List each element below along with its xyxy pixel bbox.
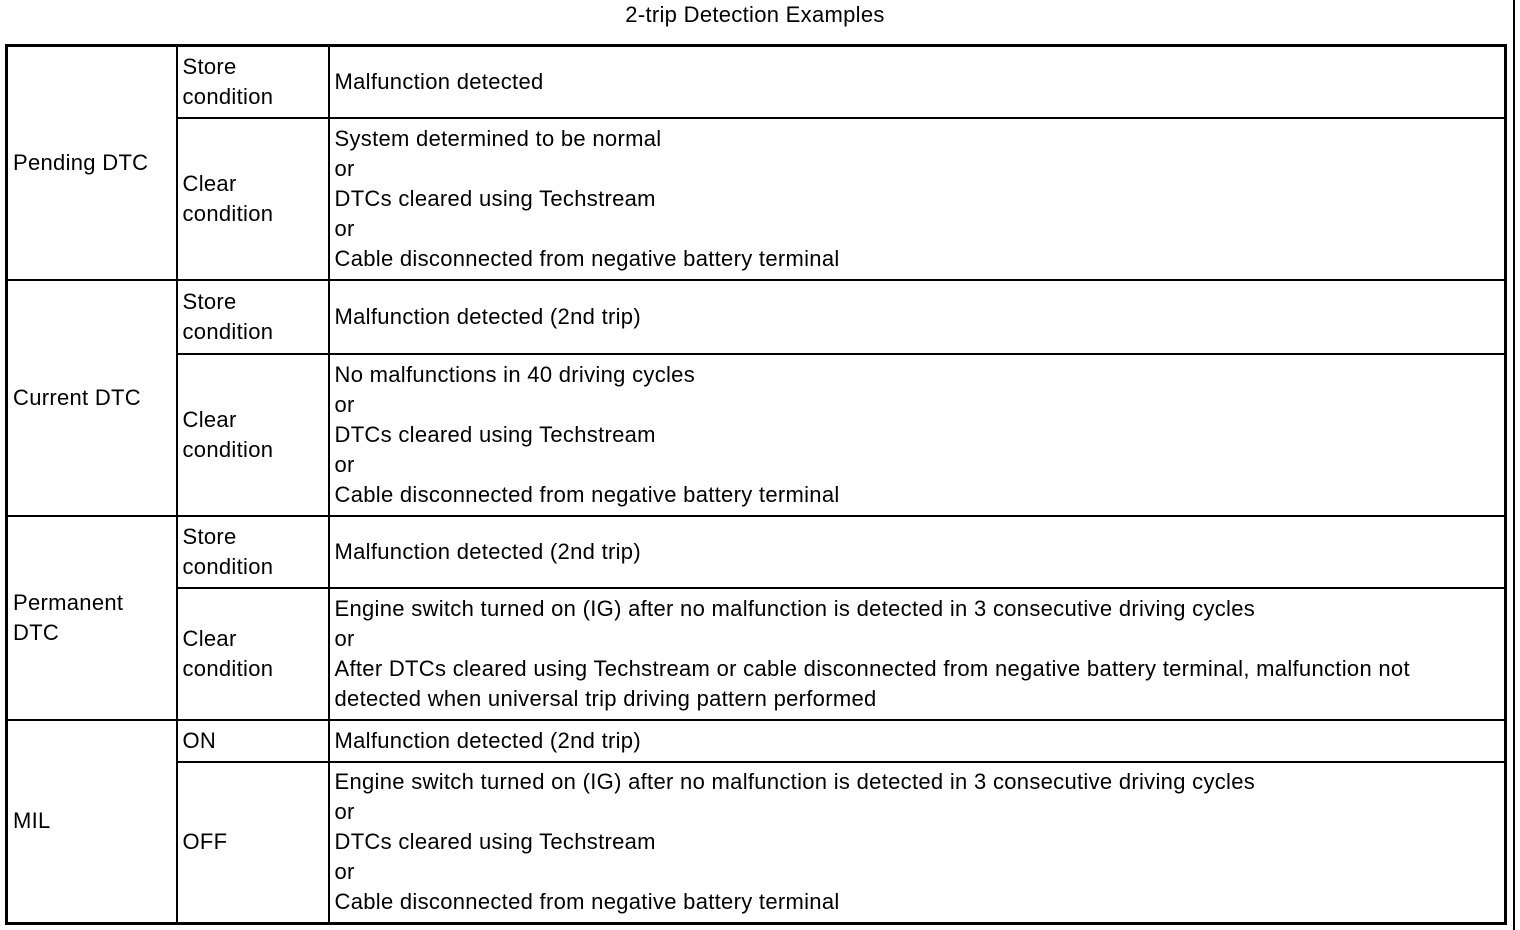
detection-table (5, 44, 1507, 925)
condition-label: Clear condition (177, 354, 329, 516)
condition-label: Store condition (177, 516, 329, 588)
table-row (7, 354, 1506, 516)
condition-text: Malfunction detected (2nd trip) (329, 720, 1506, 762)
table-row (7, 46, 1506, 118)
condition-label: ON (177, 720, 329, 762)
section-name-permanent-dtc: Permanent DTC (7, 516, 177, 720)
section-name-mil: MIL (7, 720, 177, 924)
condition-text: Engine switch turned on (IG) after no malfunction is detected in 3 consecutive driving cycles or After DTCs cleared using Techstream or cable disconnected from negative battery terminal, malfunction not detected when universal trip driving pattern performed (329, 588, 1506, 720)
condition-text: Malfunction detected (2nd trip) (329, 280, 1506, 354)
table-row (7, 280, 1506, 354)
table-row (7, 118, 1506, 280)
condition-label: Clear condition (177, 588, 329, 720)
condition-text: No malfunctions in 40 driving cycles or DTCs cleared using Techstream or Cable disconnected from negative battery terminal (329, 354, 1506, 516)
table-row (7, 720, 1506, 762)
condition-label: Store condition (177, 46, 329, 118)
condition-text: Malfunction detected (329, 46, 1506, 118)
page-edge-rule (1513, 0, 1515, 930)
condition-text: System determined to be normal or DTCs cleared using Techstream or Cable disconnected from negative battery terminal (329, 118, 1506, 280)
table-row (7, 762, 1506, 924)
section-name-pending-dtc: Pending DTC (7, 46, 177, 280)
condition-label: Store condition (177, 280, 329, 354)
condition-text: Engine switch turned on (IG) after no malfunction is detected in 3 consecutive driving cycles or DTCs cleared using Techstream or Cable disconnected from negative battery terminal (329, 762, 1506, 924)
section-name-current-dtc: Current DTC (7, 280, 177, 516)
condition-text: Malfunction detected (2nd trip) (329, 516, 1506, 588)
page-title: 2-trip Detection Examples (625, 2, 885, 27)
condition-label: Clear condition (177, 118, 329, 280)
table-row (7, 588, 1506, 720)
condition-label: OFF (177, 762, 329, 924)
table-row (7, 516, 1506, 588)
